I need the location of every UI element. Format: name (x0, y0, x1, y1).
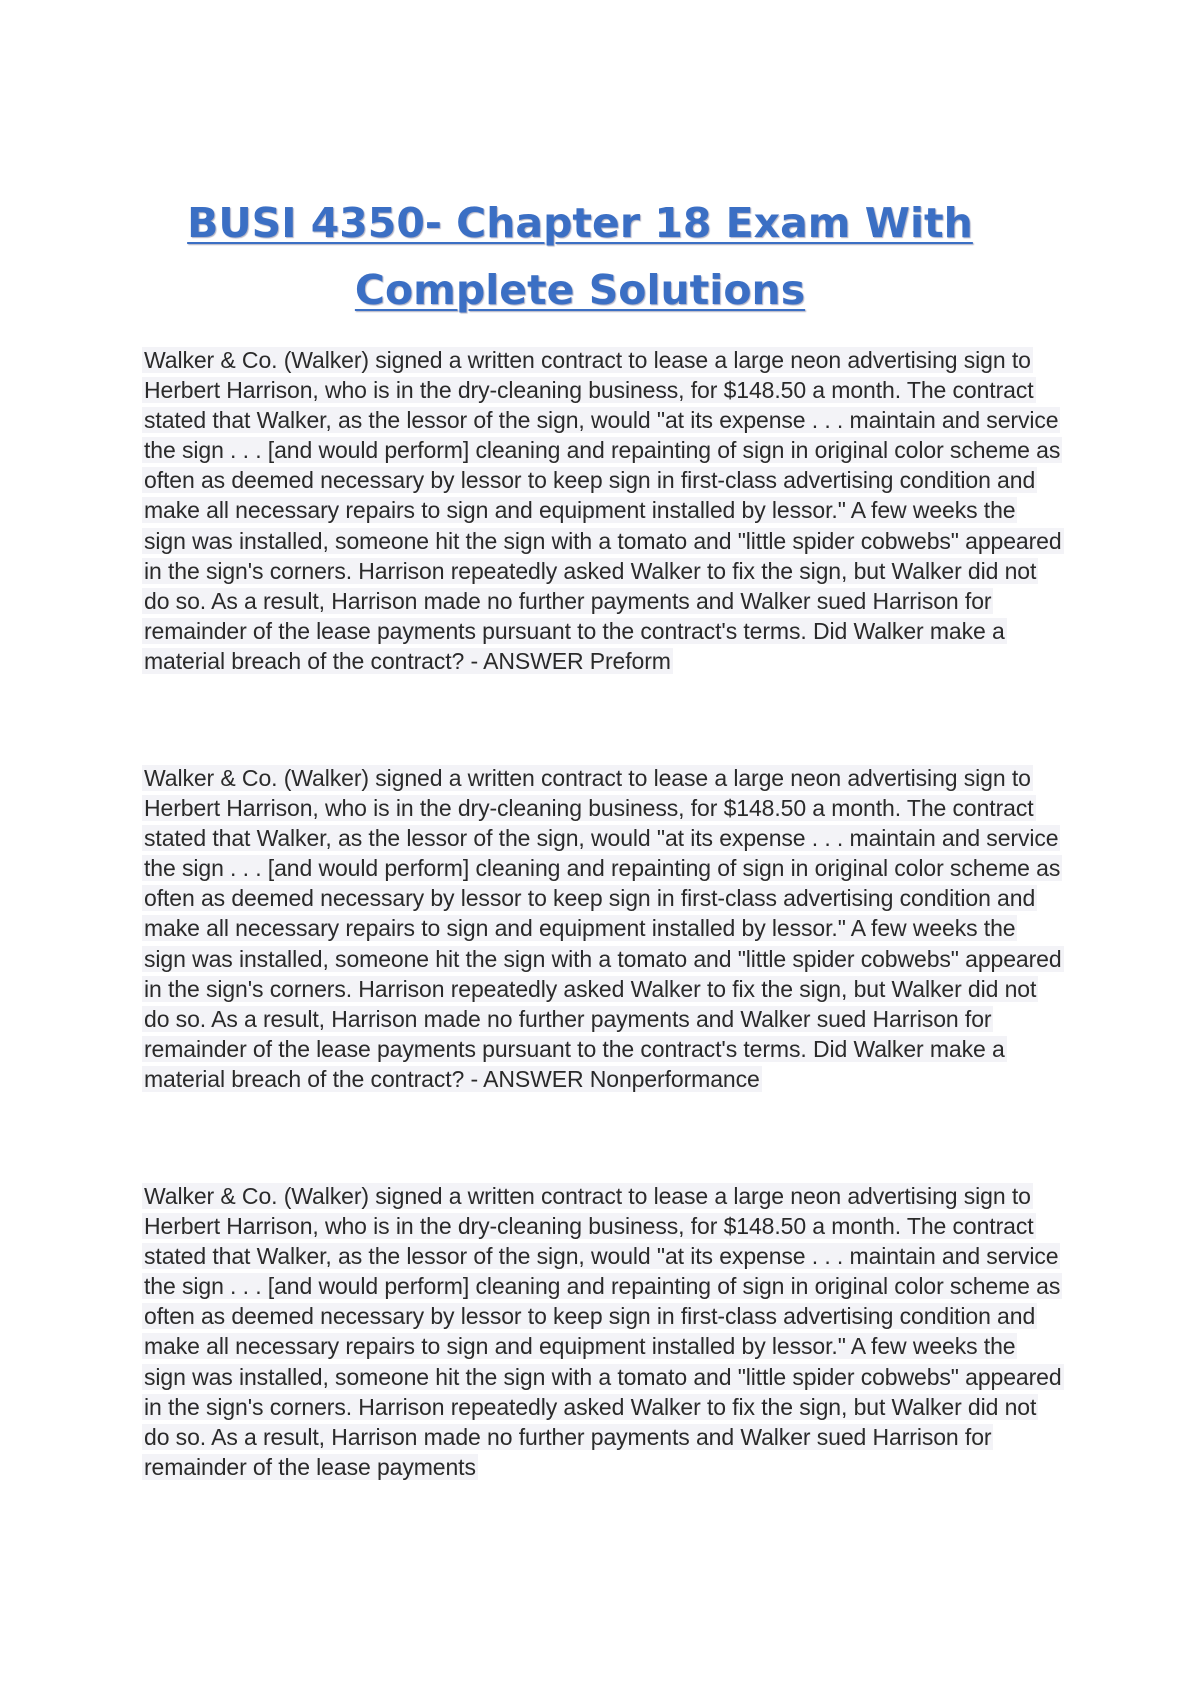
question-text: Walker & Co. (Walker) signed a written contract to lease a large neon advertising sign to Herbert Harrison, who is in the dry-cleaning business, for $148.50 a month. The contract stated that Walker, as the lessor of the sign, would "at its expense . . . maintain and service the sign . . . [and would perform] cleaning and repainting of sign in original color scheme as often as deemed necessary by lessor to keep sign in first-class advertising condition and make all necessary repairs to sign and equipment installed by lessor." A few weeks the sign was installed, someone hit the sign with a tomato and "little spider cobwebs" appeared in the sign's corners. Harrison repeatedly asked Walker to fix the sign, but Walker did not do so. As a result, Harrison made no further payments and Walker sued Harrison for remainder of the lease payments pursuant to the contract's terms. Did Walker make a material breach of the contract? - ANSWER Nonperformance (144, 765, 1062, 1092)
question-answer-block (142, 763, 1062, 1094)
title-line-2: Complete Solutions (354, 266, 806, 314)
question-text: Walker & Co. (Walker) signed a written contract to lease a large neon advertising sign to Herbert Harrison, who is in the dry-cleaning business, for $148.50 a month. The contract stated that Walker, as the lessor of the sign, would "at its expense . . . maintain and service the sign . . . [and would perform] cleaning and repainting of sign in original color scheme as often as deemed necessary by lessor to keep sign in first-class advertising condition and make all necessary repairs to sign and equipment installed by lessor." A few weeks the sign was installed, someone hit the sign with a tomato and "little spider cobwebs" appeared in the sign's corners. Harrison repeatedly asked Walker to fix the sign, but Walker did not do so. As a result, Harrison made no further payments and Walker sued Harrison for remainder of the lease payments (144, 1183, 1062, 1480)
document-title (140, 190, 1020, 324)
title-line-1: BUSI 4350- Chapter 18 Exam With (187, 199, 973, 247)
question-text: Walker & Co. (Walker) signed a written contract to lease a large neon advertising sign to Herbert Harrison, who is in the dry-cleaning business, for $148.50 a month. The contract stated that Walker, as the lessor of the sign, would "at its expense . . . maintain and service the sign . . . [and would perform] cleaning and repainting of sign in original color scheme as often as deemed necessary by lessor to keep sign in first-class advertising condition and make all necessary repairs to sign and equipment installed by lessor." A few weeks the sign was installed, someone hit the sign with a tomato and "little spider cobwebs" appeared in the sign's corners. Harrison repeatedly asked Walker to fix the sign, but Walker did not do so. As a result, Harrison made no further payments and Walker sued Harrison for remainder of the lease payments pursuant to the contract's terms. Did Walker make a material breach of the contract? - ANSWER Preform (144, 347, 1062, 674)
question-answer-block (142, 345, 1062, 676)
question-answer-block (142, 1181, 1062, 1482)
